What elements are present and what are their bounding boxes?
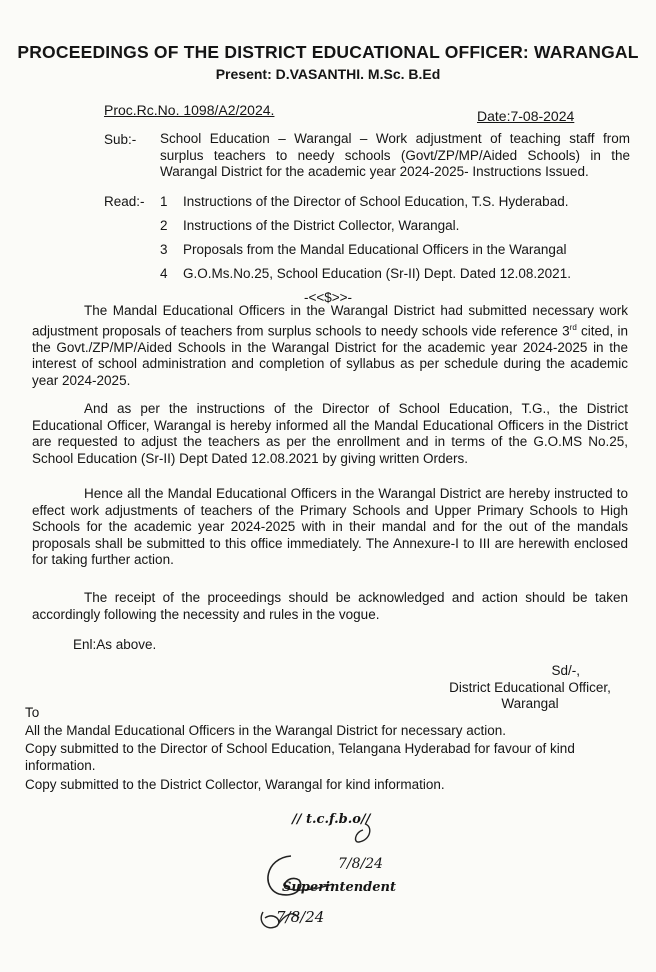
initials-date: 7/8/24	[276, 908, 325, 926]
handwritten-date: 7/8/24	[338, 856, 384, 872]
subject-text: School Education – Warangal – Work adjustment of teaching staff from surplus teachers to needy schools (Govt/ZP/MP/Aided Schools) in the Warangal District for the academic year 2024-2025- Instructions Issued.	[160, 131, 630, 179]
body-paragraph-4: The receipt of the proceedings should be acknowledged and action should be taken accordingly following the necessity and rules in the vogue.	[32, 590, 628, 622]
paragraph-text: cited, in the Govt./ZP/MP/Aided Schools in the Warangal District for the academic year 2024-2025 in the interest of school administration and completion of syllabus as per schedule during the academic year 2024-2025.	[32, 323, 628, 388]
paragraph-text: The Mandal Educational Officers in the Warangal District had submitted necessary work adjustment proposals of teachers from surplus schools to needy schools vide reference 3	[32, 303, 628, 338]
read-item-text: G.O.Ms.No.25, School Education (Sr-II) Dept. Dated 12.08.2021.	[183, 266, 571, 281]
ordinal-superscript: rd	[569, 322, 577, 332]
read-item-text: Instructions of the District Collector, Warangal.	[183, 218, 460, 233]
enclosure-note: Enl:As above.	[73, 637, 157, 652]
section-separator: -<<$>>-	[303, 290, 353, 305]
to-label: To	[25, 705, 40, 720]
read-item-text: Proposals from the Mandal Educational Officers in the Warangal	[183, 242, 567, 257]
proceedings-number: Proc.Rc.No. 1098/A2/2024.	[104, 102, 275, 118]
body-paragraph-1	[32, 303, 628, 389]
signature-block	[430, 663, 630, 713]
signatory-designation: District Educational Officer,	[449, 679, 611, 695]
distribution-line: Copy submitted to the Director of School Education, Telangana Hyderabad for favour of kind information.	[25, 741, 575, 773]
read-label: Read:-	[104, 194, 145, 209]
body-paragraph-2: And as per the instructions of the Director of School Education, T.G., the District Educational Officer, Warangal is hereby informed all the Mandal Educational Officers in the District are requested to adjust the teachers as per the enrollment and in terms of the G.O.MS No.25, School Education (Sr-II) Dept Dated 12.08.2021 by giving written Orders.	[32, 401, 628, 466]
distribution-line: Copy submitted to the District Collector, Warangal for kind information.	[25, 777, 445, 792]
distribution-line: All the Mandal Educational Officers in the Warangal District for necessary action.	[25, 723, 506, 738]
read-item-number: 2	[160, 218, 168, 233]
signatory-place: Warangal	[501, 696, 559, 711]
read-item-number: 3	[160, 242, 168, 257]
superintendent-label: Superintendent	[282, 880, 396, 895]
tcfbo-mark: // t.c.f.b.o//	[292, 812, 371, 827]
proceedings-date: Date:7-08-2024	[477, 108, 575, 124]
subject-label: Sub:-	[104, 132, 137, 147]
read-item-number: 1	[160, 194, 168, 209]
document-title: PROCEEDINGS OF THE DISTRICT EDUCATIONAL OFFICER: WARANGAL	[17, 42, 639, 62]
officer-present: Present: D.VASANTHI. M.Sc. B.Ed	[215, 66, 441, 82]
sd-mark: Sd/-,	[551, 663, 580, 678]
read-item-number: 4	[160, 266, 168, 281]
scribble-stroke	[356, 824, 370, 842]
read-item-text: Instructions of the Director of School Education, T.S. Hyderabad.	[183, 194, 569, 209]
body-paragraph-3: Hence all the Mandal Educational Officers in the Warangal District are hereby instructed to effect work adjustments of teachers of the Primary Schools and Upper Primary Schools to High Schools for the academic year 2024-2025 with in their mandal and for the out of the mandals proposals shall be submitted to this office immediately. The Annexure-I to III are herewith enclosed for taking further action.	[32, 486, 628, 567]
